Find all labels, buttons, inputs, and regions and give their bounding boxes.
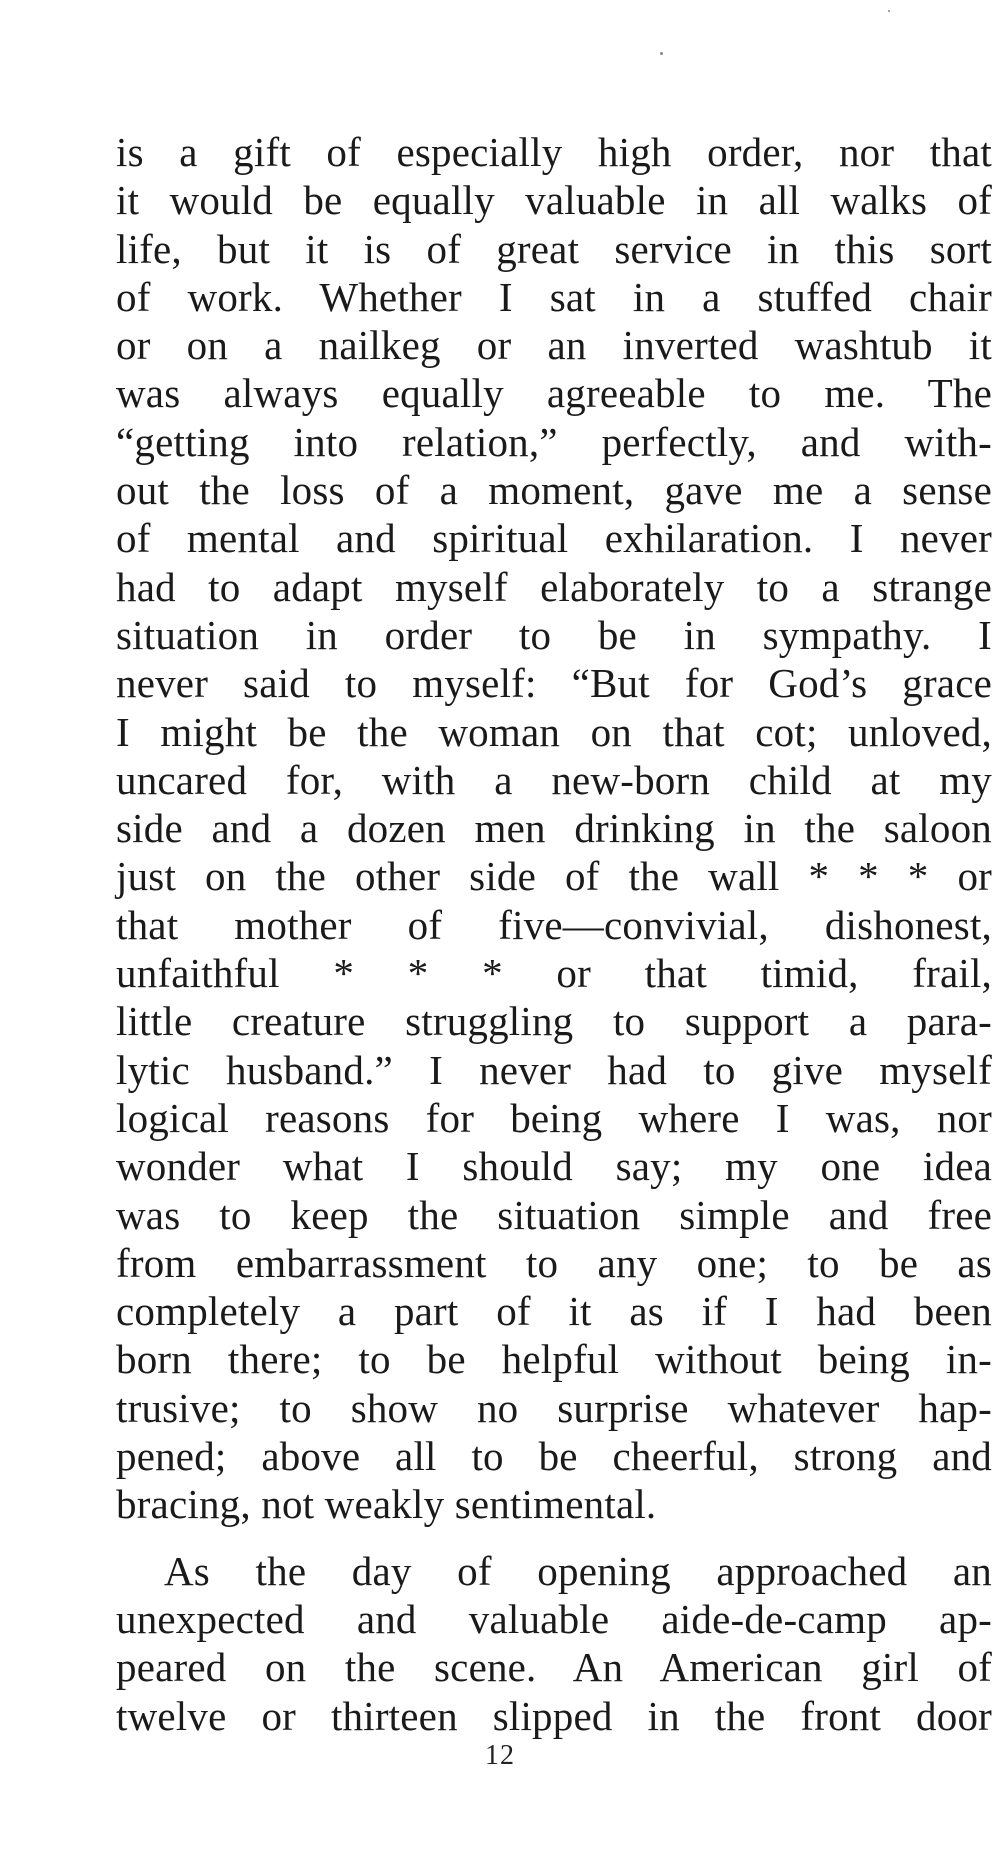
scan-speck xyxy=(888,10,890,12)
text-line: side and a dozen men drinking in the saloon xyxy=(116,805,992,852)
text-line: pened; above all to be cheerful, strong and xyxy=(116,1433,992,1480)
text-line: never said to myself: “But for God’s grace xyxy=(116,660,992,707)
text-line: or on a nailkeg or an inverted washtub it xyxy=(116,322,992,369)
text-line: had to adapt myself elaborately to a strange xyxy=(116,563,992,610)
text-line: little creature struggling to support a para- xyxy=(116,998,992,1045)
text-line: As the day of opening approached an xyxy=(164,1547,992,1594)
text-line: that mother of five—convivial, dishonest, xyxy=(116,901,992,948)
paragraph-spacer xyxy=(116,1529,992,1547)
text-line: uncared for, with a new-born child at my xyxy=(116,756,992,803)
scan-speck xyxy=(660,52,663,55)
text-line: of work. Whether I sat in a stuffed chair xyxy=(116,273,992,320)
body-text xyxy=(116,128,992,1740)
text-line: wonder what I should say; my one idea xyxy=(116,1143,992,1190)
text-line: was always equally agreeable to me. The xyxy=(116,370,992,417)
text-line: logical reasons for being where I was, nor xyxy=(116,1094,992,1141)
text-line: twelve or thirteen slipped in the front door xyxy=(116,1692,992,1739)
text-line: of mental and spiritual exhilaration. I never xyxy=(116,515,992,562)
text-line: lytic husband.” I never had to give myself xyxy=(116,1046,992,1093)
text-line: unfaithful * * * or that timid, frail, xyxy=(116,950,992,997)
text-line: life, but it is of great service in this sort xyxy=(116,225,992,272)
page-number: 12 xyxy=(485,1740,515,1771)
text-line: unexpected and valuable aide-de-camp ap- xyxy=(116,1595,992,1642)
text-line: out the loss of a moment, gave me a sense xyxy=(116,467,992,514)
text-line: peared on the scene. An American girl of xyxy=(116,1644,992,1691)
text-line: I might be the woman on that cot; unloved, xyxy=(116,708,992,755)
text-line: bracing, not weakly sentimental. xyxy=(116,1481,657,1528)
paragraph-1 xyxy=(116,128,992,1529)
text-line: completely a part of it as if I had been xyxy=(116,1288,992,1335)
text-line: was to keep the situation simple and free xyxy=(116,1191,992,1238)
text-line: trusive; to show no surprise whatever hap- xyxy=(116,1384,992,1431)
text-line: born there; to be helpful without being in- xyxy=(116,1336,992,1383)
text-line: from embarrassment to any one; to be as xyxy=(116,1239,992,1286)
text-line: it would be equally valuable in all walks of xyxy=(116,177,992,224)
paragraph-2 xyxy=(116,1547,992,1740)
text-line: is a gift of especially high order, nor that xyxy=(116,129,992,175)
text-line: just on the other side of the wall * * * or xyxy=(116,853,992,900)
text-line: situation in order to be in sympathy. I xyxy=(116,611,992,658)
text-line: “getting into relation,” perfectly, and with- xyxy=(116,418,992,465)
